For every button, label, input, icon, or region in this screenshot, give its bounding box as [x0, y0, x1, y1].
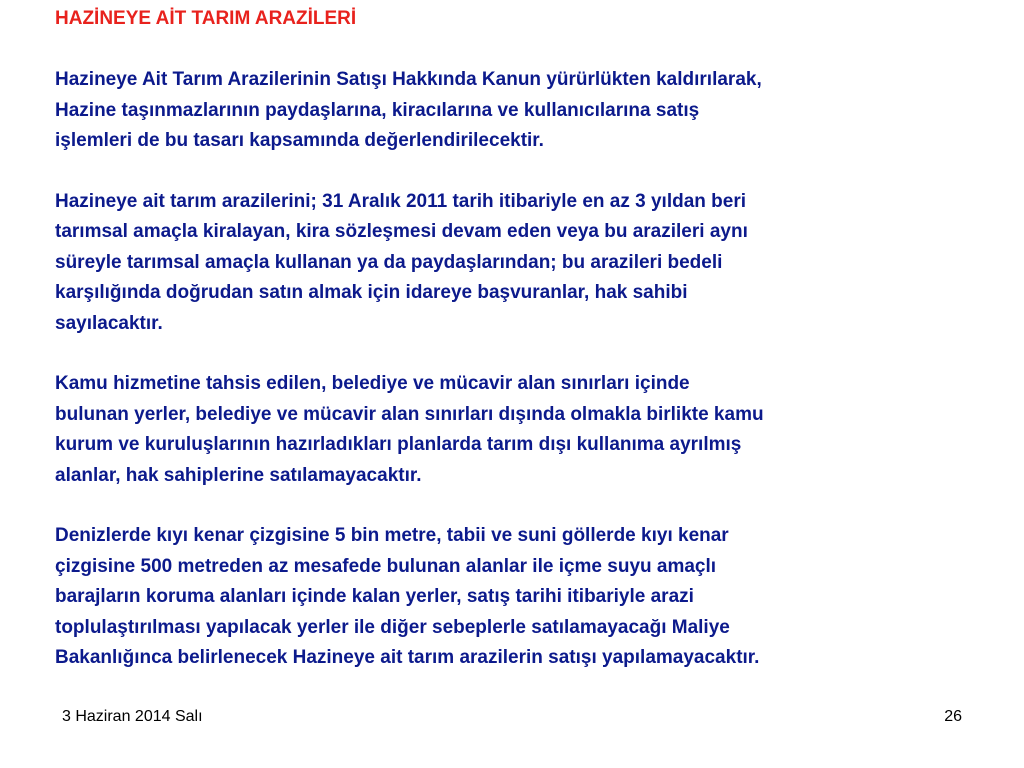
paragraph-excluded-public-lands: Kamu hizmetine tahsis edilen, belediye ve mücavir alan sınırları içinde bulunan yerler, belediye ve mücavir alan sınırları dışında olmakla birlikte kamu kurum ve kuruluşlarının hazırladıkları planlarda tarım dışı kullanıma ayrılmış alanlar, hak sahiplerine satılamayacaktır.: [55, 373, 764, 486]
footer-page-number: 26: [944, 708, 962, 725]
footer-date: 3 Haziran 2014 Salı: [62, 708, 203, 725]
slide-title: HAZİNEYE AİT TARIM ARAZİLERİ: [55, 8, 357, 29]
slide-content: [55, 6, 1015, 674]
paragraph-excluded-coastal-lands: Denizlerde kıyı kenar çizgisine 5 bin metre, tabii ve suni göllerde kıyı kenar çizgisine 500 metreden az mesafede bulunan alanlar ile içme suyu amaçlı barajların koruma alanları içinde kalan yerler, satış tarihi itibariyle arazi toplulaştırılması yapılacak yerler ile diğer sebeplerle satılamayacağı Maliye Bakanlığınca belirlenecek Hazineye ait tarım arazilerin satışı yapılamayacaktır.: [55, 525, 760, 668]
paragraph-law-repeal: Hazineye Ait Tarım Arazilerinin Satışı Hakkında Kanun yürürlükten kaldırılarak, Hazine taşınmazlarının paydaşlarına, kiracılarına ve kullanıcılarına satış işlemleri de bu tasarı kapsamında değerlendirilecektir.: [55, 69, 762, 151]
paragraph-eligible-buyers: Hazineye ait tarım arazilerini; 31 Aralık 2011 tarih itibariyle en az 3 yıldan beri tarımsal amaçla kiralayan, kira sözleşmesi devam eden veya bu arazileri aynı süreyle tarımsal amaçla kullanan ya da paydaşlarından; bu arazileri bedeli karşılığında doğrudan satın almak için idareye başvuranlar, hak sahibi sayılacaktır.: [55, 190, 748, 334]
